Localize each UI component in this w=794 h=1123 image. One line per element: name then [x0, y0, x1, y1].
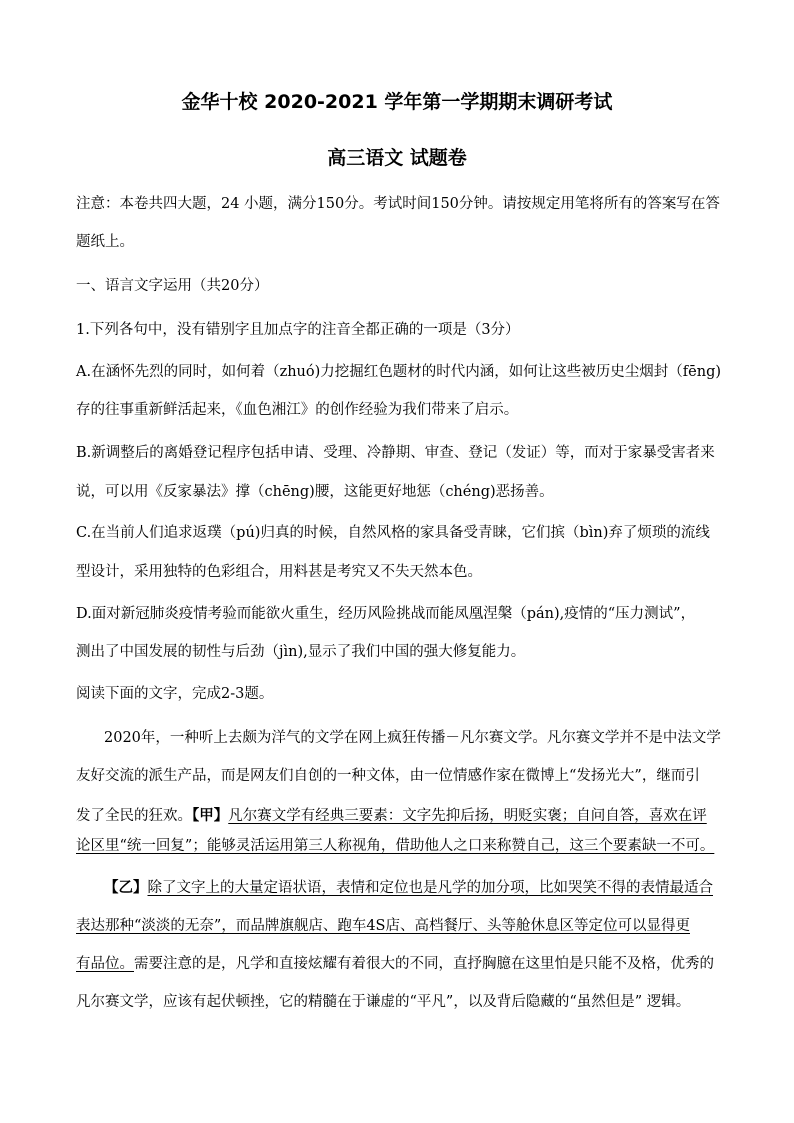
passage-p2-line-3-text: 需要注意的是，凡学和直接炫耀有着很大的不同，直抒胸臆在这里怕是只能不及格，优秀的: [134, 956, 714, 972]
option-b-line-2: 说，可以用《反家暴法》撑（chēng)腰，这能更好地惩（chéng)恶扬善。: [76, 484, 554, 500]
reading-instruction: 阅读下面的文字，完成2-3题。: [76, 686, 274, 702]
marker-yi: 【乙】: [104, 879, 148, 896]
underlined-sentence-jia: 凡尔赛文学有经典三要素：文字先抑后扬，明贬实褒；自问自答，喜欢在评: [228, 808, 707, 824]
underlined-sentence-yi-end: 有品位。: [76, 956, 134, 972]
underlined-sentence-yi: 除了文字上的大量定语状语，表情和定位也是凡学的加分项，比如哭笑不得的表情最适合: [147, 880, 713, 896]
option-a-line-2: 存的往事重新鲜活起来，《血色湘江》的创作经验为我们带来了启示。: [76, 402, 519, 418]
question-1-stem: 1.下列各句中，没有错别字且加点字的注音全都正确的一项是（3分）: [76, 322, 520, 338]
notice-line-1: 注意：本卷共四大题，24 小题，满分150分。考试时间150分钟。请按规定用笔将所有的答案写在答: [76, 196, 720, 212]
option-d-line-1: D.面对新冠肺炎疫情考验而能欲火重生，经历风险挑战而能凤凰涅槃（pán),疫情的“压力测试”，: [76, 606, 696, 622]
passage-p2-line-4: 凡尔赛文学，应该有起伏顿挫，它的精髓在于谦虚的“平凡”，以及背后隐藏的“虽然但是” 逻辑。: [76, 994, 691, 1010]
exam-subtitle: 高三语文 试题卷: [327, 147, 467, 169]
option-c-line-1: C.在当前人们追求返璞（pú)归真的时候，自然风格的家具备受青睐，它们摈（bìn)弃了烦琐的流线: [76, 525, 710, 541]
passage-p1-line-1: 2020年，一种听上去颇为洋气的文学在网上疯狂传播－凡尔赛文学。凡尔赛文学并不是中法文学: [104, 730, 721, 746]
notice-line-2: 题纸上。: [76, 234, 134, 250]
passage-p2-line-1: [104, 878, 726, 898]
option-b-line-1: B.新调整后的离婚登记程序包括申请、受理、冷静期、审查、登记（发证）等，而对于家暴受害者来: [76, 445, 715, 461]
passage-p1-line-3: [76, 806, 726, 826]
exam-title: 金华十校 2020-2021 学年第一学期期末调研考试: [181, 91, 613, 113]
passage-p2-line-3: [76, 954, 726, 974]
passage-p1-line-2: 友好交流的派生产品，而是网友们自创的一种文体，由一位情感作家在微博上“发扬光大”，继而引: [76, 768, 700, 784]
passage-p2-line-2: [76, 916, 726, 936]
option-c-line-2: 型设计，采用独特的色彩组合，用料甚是考究又不失天然本色。: [76, 564, 482, 580]
marker-jia: 【甲】: [192, 807, 229, 824]
section-heading: 一、语言文字运用（共20分）: [76, 278, 269, 294]
underlined-sentence-yi-cont: 表达那种“淡淡的无奈”，而品牌旗舰店、跑车4S店、高档餐厅、头等舱休息区等定位可以显得更: [76, 918, 690, 934]
passage-p1-line-3-text: 发了全民的狂欢。: [76, 808, 192, 824]
option-a-line-1: A.在涵怀先烈的同时，如何着（zhuó)力挖掘红色题材的时代内涵，如何让这些被历史尘烟封（fēng): [76, 364, 722, 380]
underlined-sentence-jia-cont: 论区里“统一回复”；能够灵活运用第三人称视角，借助他人之口来称赞自己，这三个要素缺一不可。: [76, 838, 715, 854]
passage-p1-line-4: [76, 836, 726, 856]
option-d-line-2: 测出了中国发展的韧性与后劲（jìn),显示了我们中国的强大修复能力。: [76, 644, 526, 660]
